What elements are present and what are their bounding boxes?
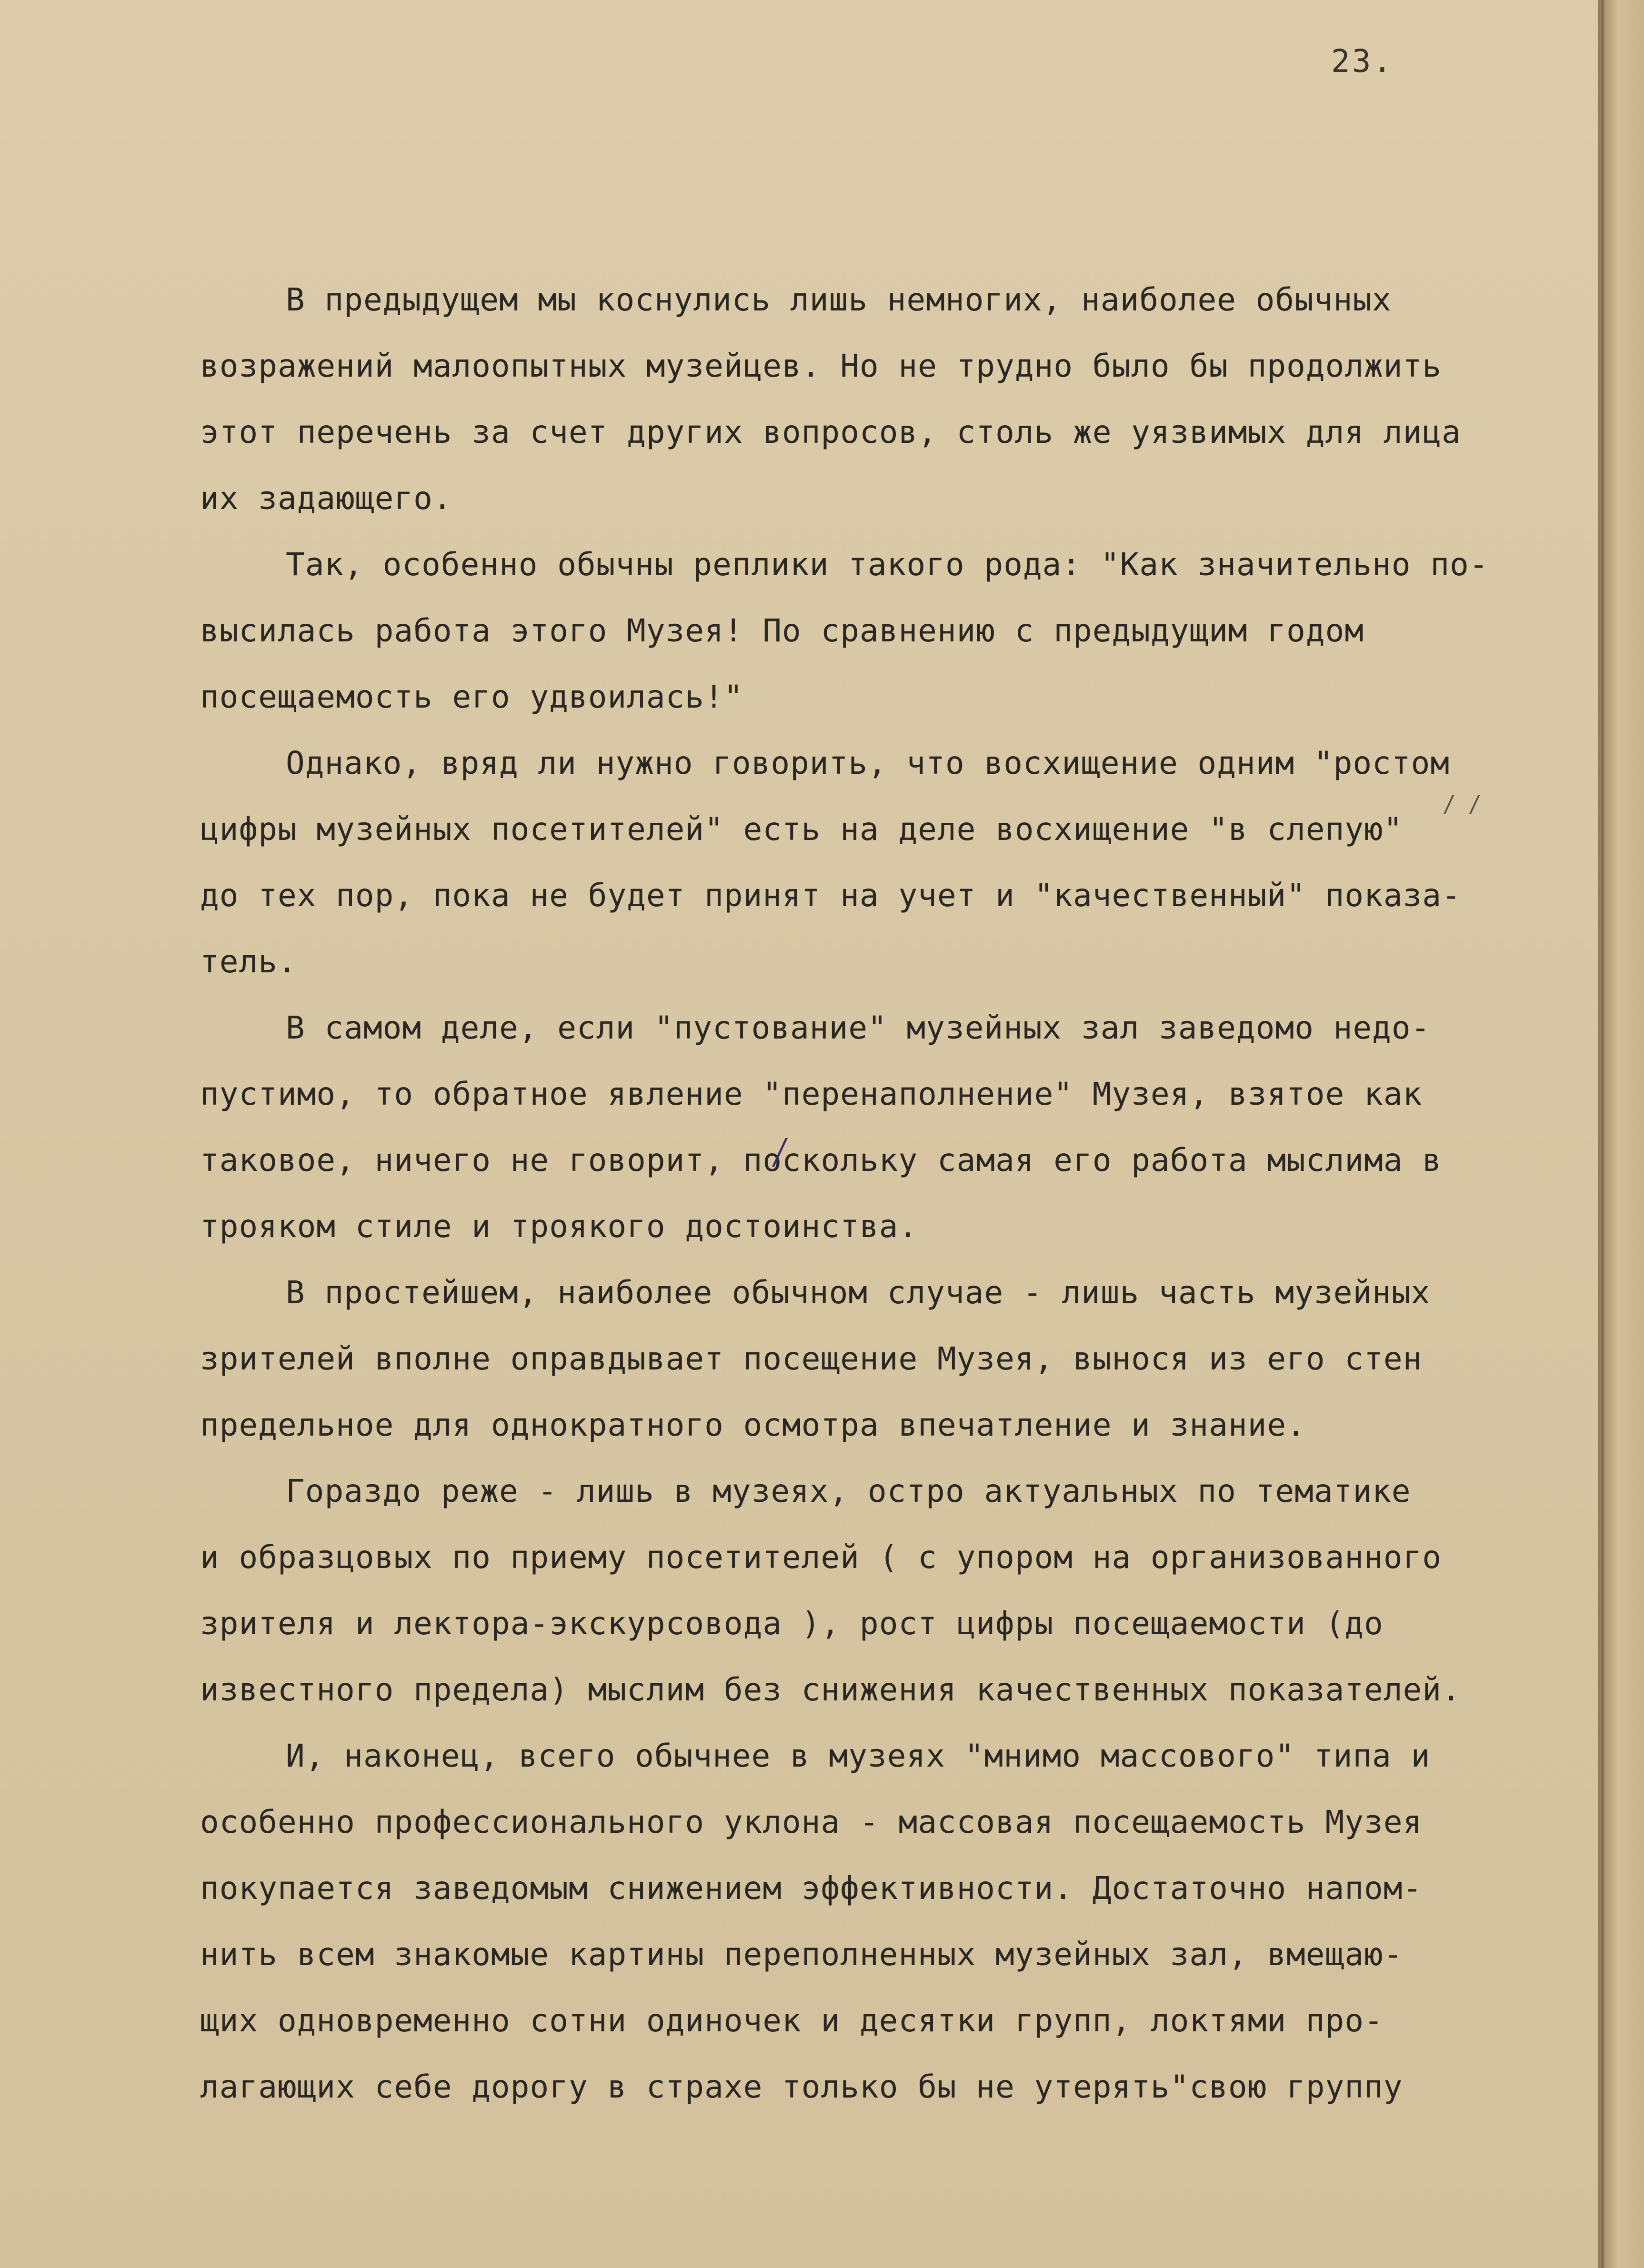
text-line: Однако, вряд ли нужно говорить, что восхищение одним "ростом (286, 745, 1450, 781)
text-line: Так, особенно обычны реплики такого рода: "Как значительно по- (286, 546, 1489, 583)
text-line: высилась работа этого Музея! По сравнению с предыдущим годом (200, 612, 1364, 649)
text-line: В простейшем, наиболее обычном случае - лишь часть музейных (286, 1274, 1431, 1311)
text-line: этот перечень за счет других вопросов, столь же уязвимых для лица (200, 414, 1461, 450)
text-line: цифры музейных посетителей" есть на деле восхищение "в слепую" (200, 811, 1403, 848)
text-line: щих одновременно сотни одиночек и десятки групп, локтями про- (200, 2002, 1383, 2039)
text-line: нить всем знакомые картины переполненных музейных зал, вмещаю- (200, 1936, 1403, 1973)
text-line: таковое, ничего не говорит, поскольку самая его работа мыслима в (200, 1142, 1442, 1179)
text-line: пустимо, то обратное явление "перенаполнение" Музея, взятое как (200, 1076, 1423, 1112)
text-line: Гораздо реже - лишь в музеях, остро актуальных по тематике (286, 1473, 1411, 1509)
page-number: 23. (1331, 43, 1394, 80)
text-line: возражений малоопытных музейцев. Но не трудно было бы продолжить (200, 348, 1442, 384)
text-line: их задающего. (200, 480, 452, 517)
text-line: предельное для однократного осмотра впечатление и знание. (200, 1407, 1306, 1443)
text-line: до тех пор, пока не будет принят на учет и "качественный" показа- (200, 877, 1461, 914)
text-line: трояком стиле и троякого достоинства. (200, 1208, 918, 1245)
text-line: особенно профессионального уклона - массовая посещаемость Музея (200, 1804, 1423, 1840)
text-line: тель. (200, 943, 297, 980)
text-line: и образцовых по приему посетителей ( с упором на организованного (200, 1539, 1442, 1576)
typed-body-text (200, 267, 1591, 2120)
sheet-edge-shadow (1601, 0, 1604, 2268)
text-line: зрителя и лектора-экскурсовода ), рост цифры посещаемости (до (200, 1605, 1383, 1642)
text-line: В предыдущем мы коснулись лишь немногих, наиболее обычных (286, 281, 1392, 318)
binder-edge (1598, 0, 1644, 2268)
text-line: В самом деле, если "пустование" музейных зал заведомо недо- (286, 1009, 1431, 1046)
text-line: лагающих себе дорогу в страхе только бы не утерять"свою группу (200, 2068, 1403, 2105)
text-line: зрителей вполне оправдывает посещение Музея, вынося из его стен (200, 1340, 1423, 1377)
text-line: посещаемость его удвоилась!" (200, 679, 743, 715)
text-line: известного предела) мыслим без снижения качественных показателей. (200, 1671, 1461, 1708)
text-line: И, наконец, всего обычнее в музеях "мнимо массового" типа и (286, 1738, 1431, 1774)
text-line: покупается заведомым снижением эффективности. Достаточно напом- (200, 1870, 1423, 1907)
